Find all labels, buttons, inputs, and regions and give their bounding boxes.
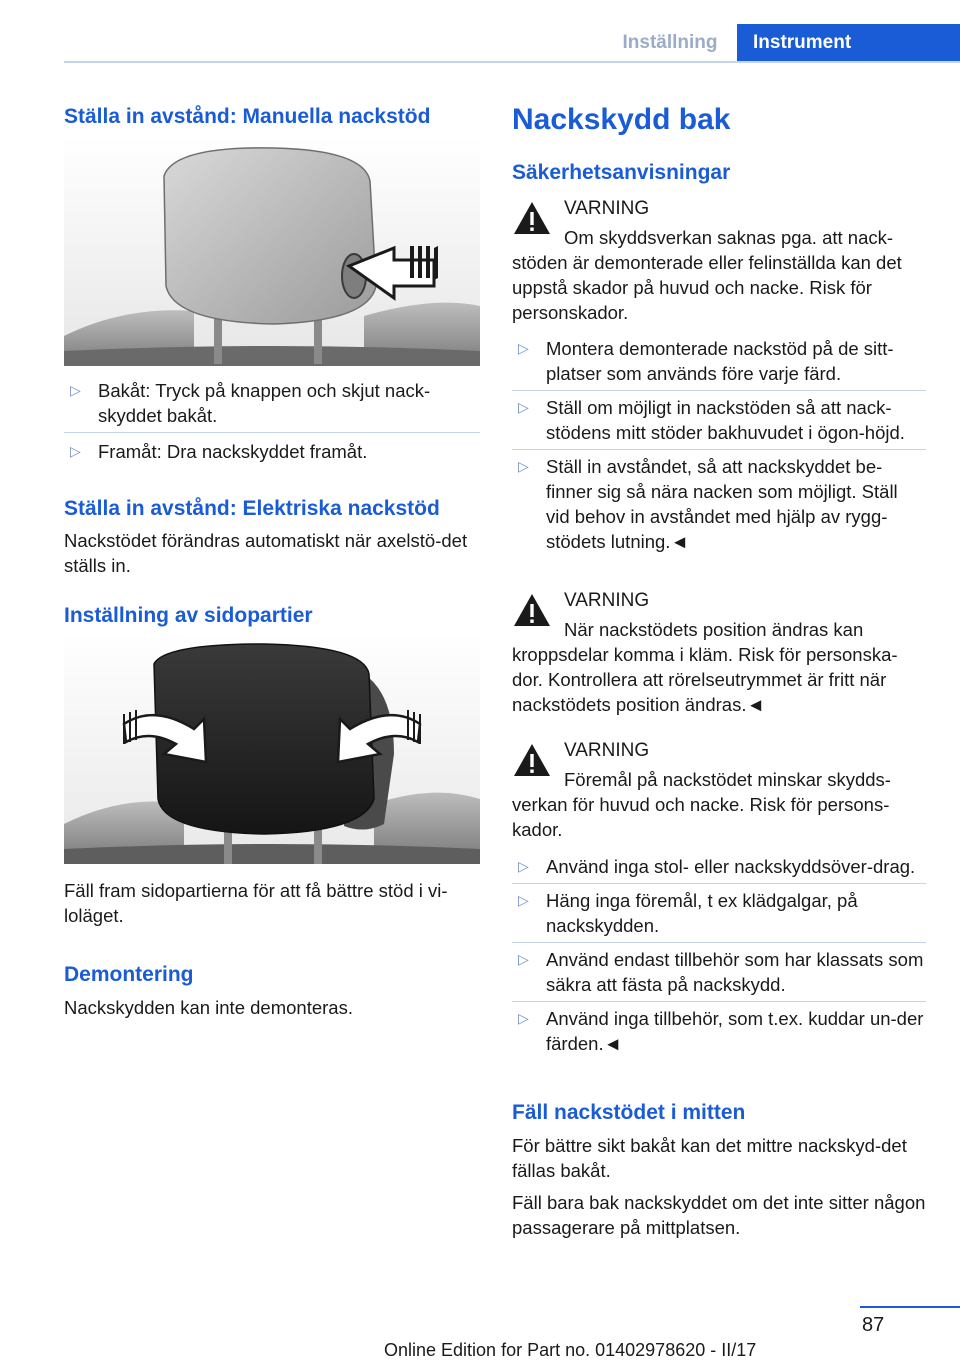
figure-headrest-sides [64, 634, 480, 864]
heading-side-parts: Inställning av sidopartier [64, 604, 313, 627]
page-number: 87 [862, 1314, 885, 1336]
warning-text: stöden är demonterade eller felinställda kan det uppstå skador på huvud och nacke. Risk för personskador. [512, 252, 902, 323]
warning-block-3 [512, 738, 926, 842]
figure-headrest-button [64, 136, 480, 366]
paragraph-fold-1: För bättre sikt bakåt kan det mittre nackskyd-det fällas bakåt. [512, 1135, 907, 1181]
list-item: ▷ Framåt: Dra nackskyddet framåt. [64, 432, 480, 464]
list-item: ▷ Använd inga stol- eller nackskyddsöver-drag. [518, 856, 916, 877]
bullet-triangle-icon: ▷ [518, 951, 529, 967]
list-item: ▷ Ställ in avståndet, så att nackskyddet be-finner sig så nära nacken som möjligt. Ställ vid behov in avståndet med hjälp av rygg-stödets lutning.◄ [512, 449, 926, 554]
paragraph-fold-2: Fäll bara bak nackskyddet om det inte sitter någon passagerare på mittplatsen. [512, 1192, 926, 1238]
warning-text-first: När nackstödets position ändras kan [564, 619, 864, 640]
paragraph-removal: Nackskydden kan inte demonteras. [64, 997, 353, 1018]
paragraph-side-parts: Fäll fram sidopartierna för att få bättre stöd i vi-loläget. [64, 880, 448, 926]
heading-fold-middle: Fäll nackstödet i mitten [512, 1101, 746, 1124]
warning-block-1 [512, 196, 926, 325]
manual-headrest-steps [64, 378, 480, 464]
warning-triangle-icon [512, 592, 552, 628]
warning-text: verkan för huvud och nacke. Risk för persons-kador. [512, 794, 890, 840]
headrest-illustration [64, 136, 480, 366]
side-parts-illustration [64, 634, 480, 864]
bullet-triangle-icon: ▷ [518, 858, 529, 874]
warning-triangle-icon [512, 742, 552, 778]
bullet-triangle-icon: ▷ [70, 443, 81, 459]
paragraph-electric: Nackstödet förändras automatiskt när axelstö-det ställs in. [64, 530, 468, 576]
list-item: ▷ Häng inga föremål, t ex klädgalgar, på nackskydden. [512, 883, 926, 942]
warning-block-2 [512, 588, 926, 717]
list-item: ▷ Använd endast tillbehör som har klassats som säkra att fästa på nackskydd. [512, 942, 926, 1001]
footer-edition: Online Edition for Part no. 01402978620 - II/17 [384, 1340, 757, 1360]
tab-installning[interactable]: Inställning [622, 32, 718, 53]
section-heading-safety: Säkerhetsanvisningar [512, 161, 731, 184]
page-title: Nackskydd bak [512, 103, 731, 136]
bullet-triangle-icon: ▷ [518, 340, 529, 356]
bullet-triangle-icon: ▷ [70, 382, 81, 398]
list-item: ▷ Bakåt: Tryck på knappen och skjut nack-skyddet bakåt. [70, 380, 431, 426]
warning-text: kroppsdelar komma i kläm. Risk för personska-dor. Kontrollera att rörelseutrymmet är fritt när nackstödets position ändras.◄ [512, 644, 898, 715]
tab-instrument[interactable]: Instrument [737, 24, 960, 62]
bullet-triangle-icon: ▷ [518, 458, 529, 474]
footer-accent-line [860, 1306, 960, 1308]
heading-removal: Demontering [64, 963, 194, 986]
safety-steps-2 [512, 854, 926, 1056]
warning-text-first: Föremål på nackstödet minskar skydds- [564, 769, 891, 790]
bullet-triangle-icon: ▷ [518, 399, 529, 415]
bullet-triangle-icon: ▷ [518, 892, 529, 908]
warning-label: VARNING [564, 198, 650, 219]
heading-electric-headrest: Ställa in avstånd: Elektriska nackstöd [64, 497, 440, 520]
list-item: ▷ Ställ om möjligt in nackstöden så att nack-stödens mitt stöder bakhuvudet i ögon-höjd. [512, 390, 926, 449]
warning-label: VARNING [564, 740, 650, 761]
heading-manual-headrest: Ställa in avstånd: Manuella nackstöd [64, 105, 431, 128]
header-divider [64, 61, 960, 63]
warning-label: VARNING [564, 590, 650, 611]
bullet-triangle-icon: ▷ [518, 1010, 529, 1026]
list-item: ▷ Montera demonterade nackstöd på de sitt-platser som används före varje färd. [518, 338, 894, 384]
safety-steps-1 [512, 336, 926, 554]
list-item: ▷ Använd inga tillbehör, som t.ex. kuddar un-der färden.◄ [512, 1001, 926, 1056]
warning-triangle-icon [512, 200, 552, 236]
warning-text-first: Om skyddsverkan saknas pga. att nack- [564, 227, 894, 248]
